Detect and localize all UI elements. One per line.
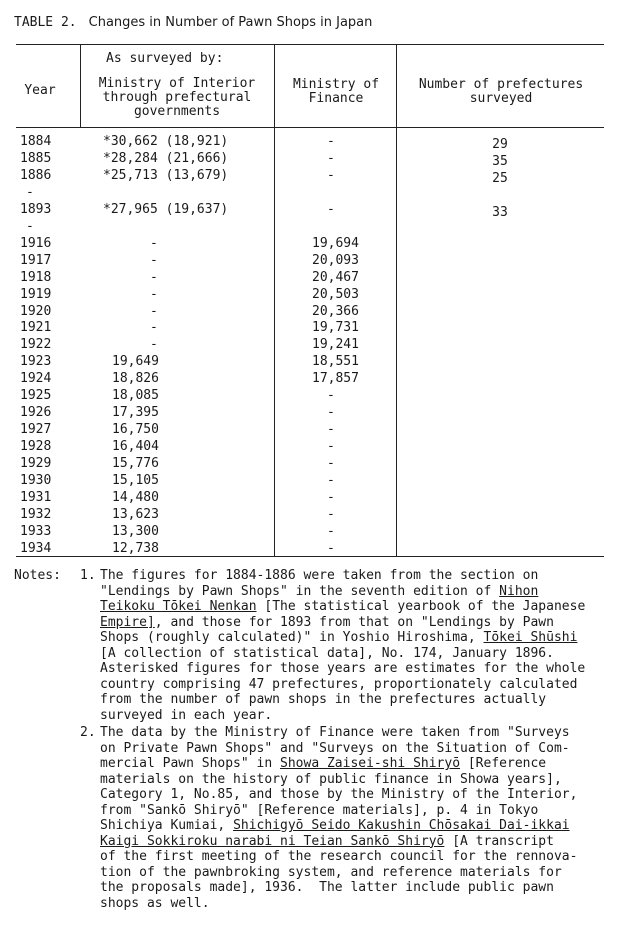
header-line: Ministry of Interior [98, 76, 256, 91]
cell-year: 1917 [20, 252, 52, 268]
cell-year: 1930 [20, 473, 52, 488]
cell-ministry-of-finance: 20,503 [312, 286, 359, 302]
cell-ministry-of-finance: 19,241 [312, 337, 359, 353]
cell-year: - [26, 218, 34, 234]
cell-year: 1925 [20, 388, 52, 404]
header-line: surveyed [469, 91, 533, 106]
note-item [80, 725, 634, 911]
note-number: 1. [80, 568, 96, 583]
cell-ministry-of-interior: *27,965 (19,637) [103, 201, 229, 217]
note-text: Shops (roughly calculated)" in Yoshio Hiroshima, [100, 630, 484, 645]
note-line [100, 803, 634, 819]
note-line [100, 692, 634, 708]
note-line [100, 584, 634, 600]
cell-ministry-of-interior: 13,300 [112, 523, 159, 539]
cell-ministry-of-interior: 15,776 [112, 456, 159, 472]
cell-year: 1885 [20, 150, 52, 166]
cell-ministry-of-interior: 12,738 [112, 540, 159, 556]
cell-ministry-of-interior: - [150, 252, 158, 268]
cell-ministry-of-interior: - [150, 303, 158, 319]
cell-year: - [26, 184, 34, 200]
cell-prefectures: 25 [492, 170, 508, 186]
cell-ministry-of-interior: 18,085 [112, 388, 159, 404]
note-text: [A transcript [444, 833, 554, 849]
cell-year: 1920 [20, 303, 52, 319]
note-text: The figures for 1884-1886 were taken from the section on [100, 568, 539, 583]
note-text: , and those for 1893 from that on "Lendings by Pawn [154, 614, 554, 630]
top-rule [16, 44, 604, 45]
cell-year: 1929 [20, 456, 52, 472]
cell-ministry-of-finance: - [327, 201, 335, 217]
note-line [100, 787, 634, 803]
bottom-rule [16, 556, 604, 557]
column-divider [80, 44, 81, 127]
cell-ministry-of-finance: - [327, 422, 335, 438]
header-line: through prefectural [102, 90, 252, 105]
cell-ministry-of-finance: 20,467 [312, 269, 359, 285]
cell-ministry-of-interior: - [150, 286, 158, 302]
cell-ministry-of-interior: - [150, 269, 158, 285]
note-line [100, 865, 634, 881]
cell-ministry-of-interior: - [150, 320, 158, 336]
cell-ministry-of-finance: - [327, 540, 335, 556]
note-line [100, 708, 634, 724]
header-line: Finance [308, 91, 364, 106]
cell-ministry-of-finance: - [327, 456, 335, 472]
note-text: materials on the history of public finance in Showa years], [100, 771, 562, 787]
note-text: "Lendings by Pawn Shops" in the seventh edition of [100, 583, 500, 599]
cell-ministry-of-finance: - [327, 150, 335, 166]
note-line [100, 880, 634, 896]
cell-year: 1927 [20, 422, 52, 438]
cell-ministry-of-finance: 20,093 [312, 252, 359, 268]
note-line [100, 756, 634, 772]
note-line [100, 818, 634, 834]
cell-year: 1924 [20, 371, 52, 387]
note-text: [Reference [460, 756, 547, 771]
note-text: from the number of pawn shops in the prefectures actually [100, 692, 547, 707]
cell-prefectures: 29 [492, 137, 508, 152]
note-text: Asterisked figures for those years are estimates for the whole [100, 661, 586, 676]
note-text: on Private Pawn Shops" and "Surveys on the Situation of Com- [100, 740, 570, 756]
cell-ministry-of-finance: - [327, 439, 335, 455]
cell-year: 1922 [20, 337, 52, 353]
cell-year: 1921 [20, 320, 52, 336]
cell-ministry-of-finance: - [327, 523, 335, 539]
underlined-title: Tōkei Shūshi [483, 630, 578, 645]
note-text: tion of the pawnbroking system, and reference materials for [100, 864, 562, 880]
cell-ministry-of-interior: 16,404 [112, 439, 159, 455]
note-line [100, 725, 634, 741]
note-number: 2. [80, 725, 96, 740]
note-item [80, 568, 634, 723]
cell-ministry-of-interior: 13,623 [112, 506, 159, 522]
note-line [100, 741, 634, 757]
note-line [100, 646, 634, 662]
cell-ministry-of-finance: 19,694 [312, 235, 359, 251]
cell-ministry-of-finance: - [327, 167, 335, 183]
cell-ministry-of-interior: - [150, 337, 158, 353]
note-text: from "Sankō Shiryō" [Reference materials], p. 4 in Tokyo [100, 802, 539, 818]
header-line: Number of prefectures [418, 77, 584, 92]
cell-ministry-of-interior: 18,826 [112, 371, 159, 387]
underlined-title: Showa Zaisei-shi Shiryō [280, 756, 461, 771]
note-text: surveyed in each year. [100, 707, 273, 723]
cell-year: 1934 [20, 540, 52, 556]
cell-ministry-of-finance: - [327, 473, 335, 488]
cell-ministry-of-finance: 17,857 [312, 371, 359, 387]
cell-ministry-of-finance: - [327, 134, 335, 149]
note-text: [A collection of statistical data], No. 174, January 1896. [100, 645, 554, 661]
note-line [100, 568, 634, 584]
header-number-of-prefectures [398, 78, 604, 106]
underlined-title: Kaigi Sokkiroku narabi ni Teian Sankō Shiryō [100, 833, 445, 849]
table-label: TABLE 2. [14, 15, 77, 30]
note-line [100, 849, 634, 865]
cell-ministry-of-finance: - [327, 489, 335, 505]
cell-year: 1886 [20, 167, 52, 183]
cell-ministry-of-interior: 15,105 [112, 473, 159, 488]
cell-ministry-of-finance: 20,366 [312, 303, 359, 319]
underlined-title: Shichigyō Seido Kakushin Chōsakai Dai-ikkai [233, 818, 570, 833]
cell-prefectures: 35 [492, 153, 508, 169]
cell-year: 1926 [20, 405, 52, 421]
note-text: Shichiya Kumiai, [100, 818, 234, 833]
underlined-title: Empire] [100, 614, 155, 630]
cell-ministry-of-interior: 19,649 [112, 354, 159, 370]
note-text: [The statistical yearbook of the Japanese [256, 599, 586, 614]
table-caption [14, 15, 372, 30]
header-rule [16, 127, 604, 128]
cell-ministry-of-finance: - [327, 506, 335, 522]
cell-ministry-of-interior: 16,750 [112, 422, 159, 438]
note-line [100, 772, 634, 788]
cell-ministry-of-interior: *25,713 (13,679) [103, 167, 229, 183]
note-text: the proposals made], 1936. The latter include public pawn [100, 880, 554, 895]
note-text: shops as well. [100, 895, 210, 911]
header-ministry-of-interior [84, 77, 270, 119]
note-line [100, 661, 634, 677]
cell-ministry-of-finance: 19,731 [312, 320, 359, 336]
note-line [100, 615, 634, 631]
header-ministry-of-finance [278, 78, 394, 106]
note-text: Category 1, No.85, and those by the Ministry of the Interior, [100, 787, 578, 802]
note-text: The data by the Ministry of Finance were taken from "Surveys [100, 725, 570, 740]
notes-label: Notes: [14, 568, 61, 583]
cell-ministry-of-interior: 17,395 [112, 405, 159, 421]
cell-ministry-of-interior: - [150, 235, 158, 251]
header-line: governments [133, 104, 221, 119]
cell-ministry-of-interior: 14,480 [112, 489, 159, 505]
cell-ministry-of-finance: - [327, 405, 335, 421]
cell-ministry-of-interior: *30,662 (18,921) [103, 134, 229, 149]
cell-year: 1893 [20, 201, 52, 217]
note-line [100, 834, 634, 850]
cell-year: 1916 [20, 235, 52, 251]
cell-year: 1923 [20, 354, 52, 370]
note-text: of the first meeting of the research council for the rennova- [100, 849, 578, 864]
header-year: Year [24, 83, 56, 98]
cell-year: 1933 [20, 523, 52, 539]
underlined-title: Nihon [499, 583, 539, 599]
underlined-title: Teikoku Tōkei Nenkan [100, 599, 257, 614]
note-line [100, 896, 634, 912]
cell-year: 1918 [20, 269, 52, 285]
cell-ministry-of-finance: - [327, 388, 335, 404]
cell-year: 1931 [20, 489, 52, 505]
note-text: mercial Pawn Shops" in [100, 756, 281, 771]
note-line [100, 630, 634, 646]
cell-ministry-of-interior: *28,284 (21,666) [103, 150, 229, 166]
cell-prefectures: 33 [492, 204, 508, 220]
cell-year: 1932 [20, 506, 52, 522]
cell-year: 1919 [20, 286, 52, 302]
note-line [100, 677, 634, 693]
header-line: Ministry of [292, 77, 380, 92]
cell-year: 1928 [20, 439, 52, 455]
note-text: country comprising 47 prefectures, proportionately calculated [100, 676, 578, 692]
note-line [100, 599, 634, 615]
table-title: Changes in Number of Pawn Shops in Japan [88, 15, 373, 30]
cell-ministry-of-finance: 18,551 [312, 354, 359, 370]
cell-year: 1884 [20, 134, 52, 149]
header-surveyed-by: As surveyed by: [106, 51, 224, 66]
